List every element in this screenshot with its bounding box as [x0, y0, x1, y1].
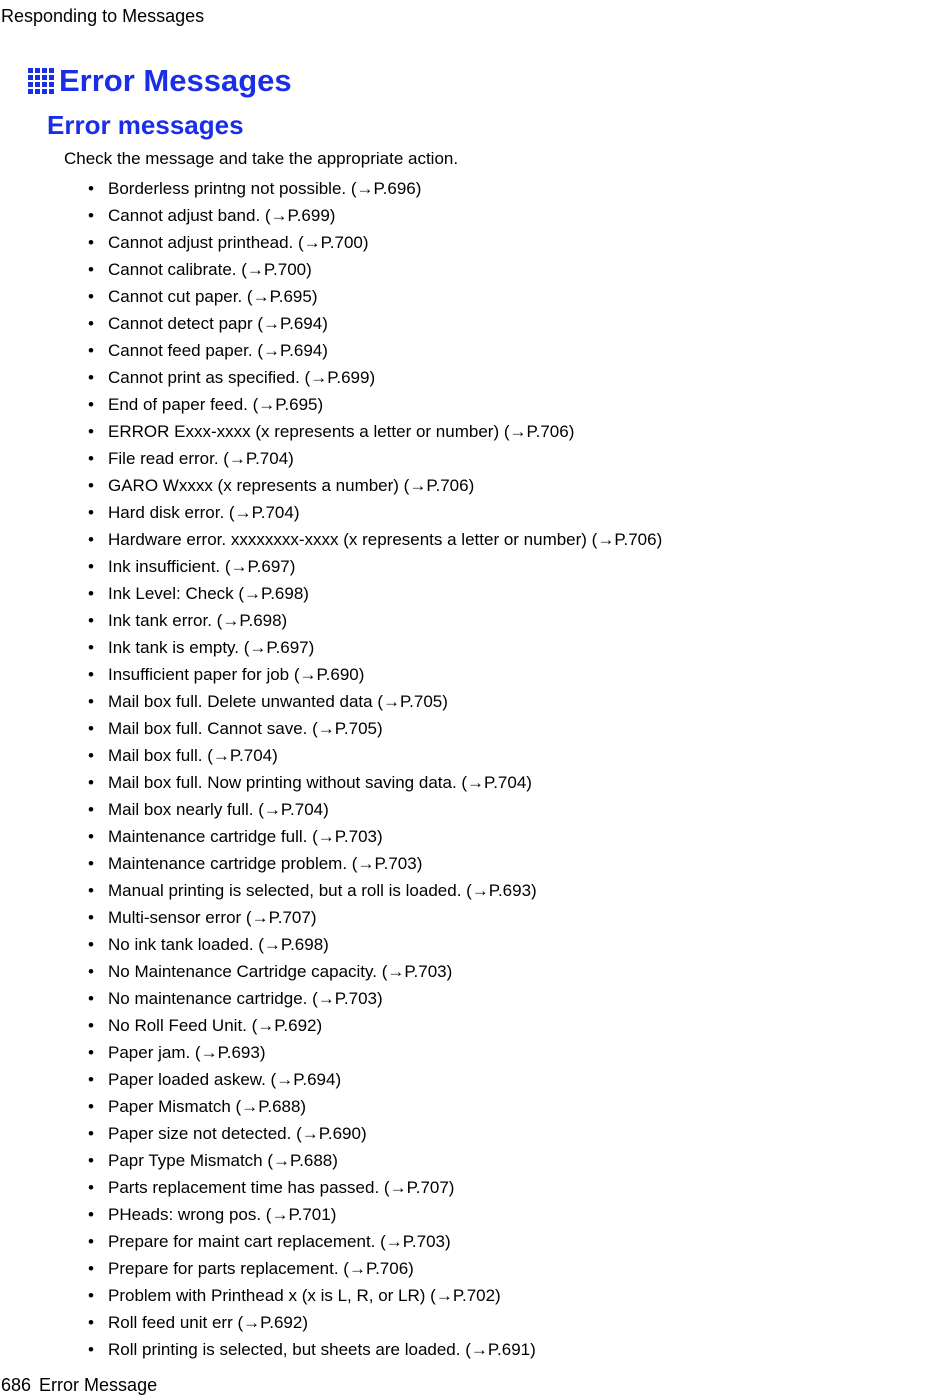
message-text: Cannot print as specified. (→P.699) — [108, 368, 376, 387]
list-item — [88, 661, 662, 688]
message-text: No ink tank loaded. (→P.698) — [108, 935, 329, 954]
message-text: Roll printing is selected, but sheets are loaded. (→P.691) — [108, 1340, 536, 1359]
list-item — [88, 931, 662, 958]
list-item — [88, 499, 662, 526]
bullet-icon: • — [88, 1313, 94, 1332]
bullet-icon: • — [88, 611, 94, 630]
list-item — [88, 1201, 662, 1228]
list-item — [88, 688, 662, 715]
page-title — [28, 62, 292, 100]
bullet-icon: • — [88, 800, 94, 819]
message-text: Cannot adjust band. (→P.699) — [108, 206, 336, 225]
list-item — [88, 1012, 662, 1039]
list-item — [88, 175, 662, 202]
list-item — [88, 877, 662, 904]
page-title-text: Error Messages — [59, 63, 292, 98]
bullet-icon: • — [88, 530, 94, 549]
message-text: Prepare for parts replacement. (→P.706) — [108, 1259, 414, 1278]
list-item — [88, 229, 662, 256]
list-item — [88, 580, 662, 607]
bullet-icon: • — [88, 1286, 94, 1305]
message-text: Manual printing is selected, but a roll is loaded. (→P.693) — [108, 881, 537, 900]
bullet-icon: • — [88, 1097, 94, 1116]
message-text: Paper loaded askew. (→P.694) — [108, 1070, 342, 1089]
list-item — [88, 445, 662, 472]
list-item — [88, 1309, 662, 1336]
list-item — [88, 958, 662, 985]
list-item — [88, 1255, 662, 1282]
message-text: Problem with Printhead x (x is L, R, or LR) (→P.702) — [108, 1286, 501, 1305]
bullet-icon: • — [88, 908, 94, 927]
message-text: GARO Wxxxx (x represents a number) (→P.706) — [108, 476, 475, 495]
list-item — [88, 634, 662, 661]
list-item — [88, 715, 662, 742]
list-item — [88, 742, 662, 769]
bullet-icon: • — [88, 1232, 94, 1251]
list-item — [88, 1174, 662, 1201]
list-item — [88, 472, 662, 499]
message-text: Maintenance cartridge full. (→P.703) — [108, 827, 383, 846]
page-number: 686 — [1, 1375, 32, 1395]
message-text: Multi-sensor error (→P.707) — [108, 908, 317, 927]
bullet-icon: • — [88, 1205, 94, 1224]
message-text: Cannot feed paper. (→P.694) — [108, 341, 328, 360]
bullet-icon: • — [88, 503, 94, 522]
message-text: Parts replacement time has passed. (→P.707) — [108, 1178, 455, 1197]
message-text: Borderless printng not possible. (→P.696) — [108, 179, 422, 198]
bullet-icon: • — [88, 233, 94, 252]
bullet-icon: • — [88, 1178, 94, 1197]
bullet-icon: • — [88, 1259, 94, 1278]
message-text: Ink Level: Check (→P.698) — [108, 584, 309, 603]
message-text: Hard disk error. (→P.704) — [108, 503, 300, 522]
bullet-icon: • — [88, 1043, 94, 1062]
list-item — [88, 310, 662, 337]
bullet-icon: • — [88, 206, 94, 225]
message-text: No Maintenance Cartridge capacity. (→P.703) — [108, 962, 453, 981]
bullet-icon: • — [88, 989, 94, 1008]
bullet-icon: • — [88, 584, 94, 603]
list-item — [88, 526, 662, 553]
bullet-icon: • — [88, 881, 94, 900]
bullet-icon: • — [88, 665, 94, 684]
list-item — [88, 850, 662, 877]
message-text: Ink insufficient. (→P.697) — [108, 557, 296, 576]
list-item — [88, 337, 662, 364]
list-item — [88, 256, 662, 283]
message-text: Mail box full. Now printing without saving data. (→P.704) — [108, 773, 532, 792]
bullet-icon: • — [88, 719, 94, 738]
bullet-icon: • — [88, 1151, 94, 1170]
list-item — [88, 418, 662, 445]
message-text: Ink tank error. (→P.698) — [108, 611, 288, 630]
list-item — [88, 1228, 662, 1255]
running-header: Responding to Messages — [1, 6, 205, 26]
list-item — [88, 202, 662, 229]
message-text: Mail box nearly full. (→P.704) — [108, 800, 329, 819]
bullet-icon: • — [88, 260, 94, 279]
message-text: Mail box full. Delete unwanted data (→P.705) — [108, 692, 448, 711]
message-text: PHeads: wrong pos. (→P.701) — [108, 1205, 337, 1224]
message-text: Prepare for maint cart replacement. (→P.703) — [108, 1232, 451, 1251]
list-item — [88, 769, 662, 796]
message-text: Cannot calibrate. (→P.700) — [108, 260, 312, 279]
bullet-icon: • — [88, 827, 94, 846]
list-item — [88, 283, 662, 310]
bullet-icon: • — [88, 314, 94, 333]
list-item — [88, 1093, 662, 1120]
message-text: Mail box full. (→P.704) — [108, 746, 278, 765]
list-item — [88, 1039, 662, 1066]
message-text: No maintenance cartridge. (→P.703) — [108, 989, 383, 1008]
bullet-icon: • — [88, 638, 94, 657]
list-item — [88, 823, 662, 850]
bullet-icon: • — [88, 746, 94, 765]
bullet-icon: • — [88, 449, 94, 468]
bullet-icon: • — [88, 395, 94, 414]
message-text: File read error. (→P.704) — [108, 449, 294, 468]
footer — [1, 1374, 157, 1396]
message-text: ERROR Exxx-xxxx (x represents a letter or number) (→P.706) — [108, 422, 575, 441]
section-title: Error messages — [47, 110, 244, 140]
bullet-icon: • — [88, 773, 94, 792]
error-message-list — [88, 175, 662, 1363]
message-text: Mail box full. Cannot save. (→P.705) — [108, 719, 383, 738]
message-text: Papr Type Mismatch (→P.688) — [108, 1151, 338, 1170]
message-text: Paper size not detected. (→P.690) — [108, 1124, 367, 1143]
bullet-icon: • — [88, 557, 94, 576]
list-item — [88, 1282, 662, 1309]
grid-icon — [28, 68, 54, 94]
list-item — [88, 364, 662, 391]
bullet-icon: • — [88, 1124, 94, 1143]
message-text: Ink tank is empty. (→P.697) — [108, 638, 315, 657]
bullet-icon: • — [88, 368, 94, 387]
list-item — [88, 1147, 662, 1174]
footer-section: Error Message — [39, 1375, 158, 1395]
list-item — [88, 985, 662, 1012]
bullet-icon: • — [88, 692, 94, 711]
message-text: Insufficient paper for job (→P.690) — [108, 665, 365, 684]
bullet-icon: • — [88, 1016, 94, 1035]
bullet-icon: • — [88, 476, 94, 495]
bullet-icon: • — [88, 341, 94, 360]
bullet-icon: • — [88, 935, 94, 954]
message-text: Cannot detect papr (→P.694) — [108, 314, 328, 333]
message-text: No Roll Feed Unit. (→P.692) — [108, 1016, 323, 1035]
message-text: Maintenance cartridge problem. (→P.703) — [108, 854, 423, 873]
list-item — [88, 607, 662, 634]
message-text: Cannot cut paper. (→P.695) — [108, 287, 318, 306]
bullet-icon: • — [88, 1070, 94, 1089]
message-text: Paper Mismatch (→P.688) — [108, 1097, 307, 1116]
bullet-icon: • — [88, 854, 94, 873]
list-item — [88, 1120, 662, 1147]
bullet-icon: • — [88, 962, 94, 981]
intro-text: Check the message and take the appropriate action. — [64, 149, 459, 168]
message-text: Hardware error. xxxxxxxx-xxxx (x represents a letter or number) (→P.706) — [108, 530, 663, 549]
message-text: End of paper feed. (→P.695) — [108, 395, 324, 414]
list-item — [88, 796, 662, 823]
list-item — [88, 391, 662, 418]
bullet-icon: • — [88, 422, 94, 441]
list-item — [88, 1336, 662, 1363]
bullet-icon: • — [88, 1340, 94, 1359]
bullet-icon: • — [88, 179, 94, 198]
list-item — [88, 904, 662, 931]
message-text: Cannot adjust printhead. (→P.700) — [108, 233, 369, 252]
message-text: Paper jam. (→P.693) — [108, 1043, 266, 1062]
list-item — [88, 553, 662, 580]
message-text: Roll feed unit err (→P.692) — [108, 1313, 309, 1332]
bullet-icon: • — [88, 287, 94, 306]
list-item — [88, 1066, 662, 1093]
